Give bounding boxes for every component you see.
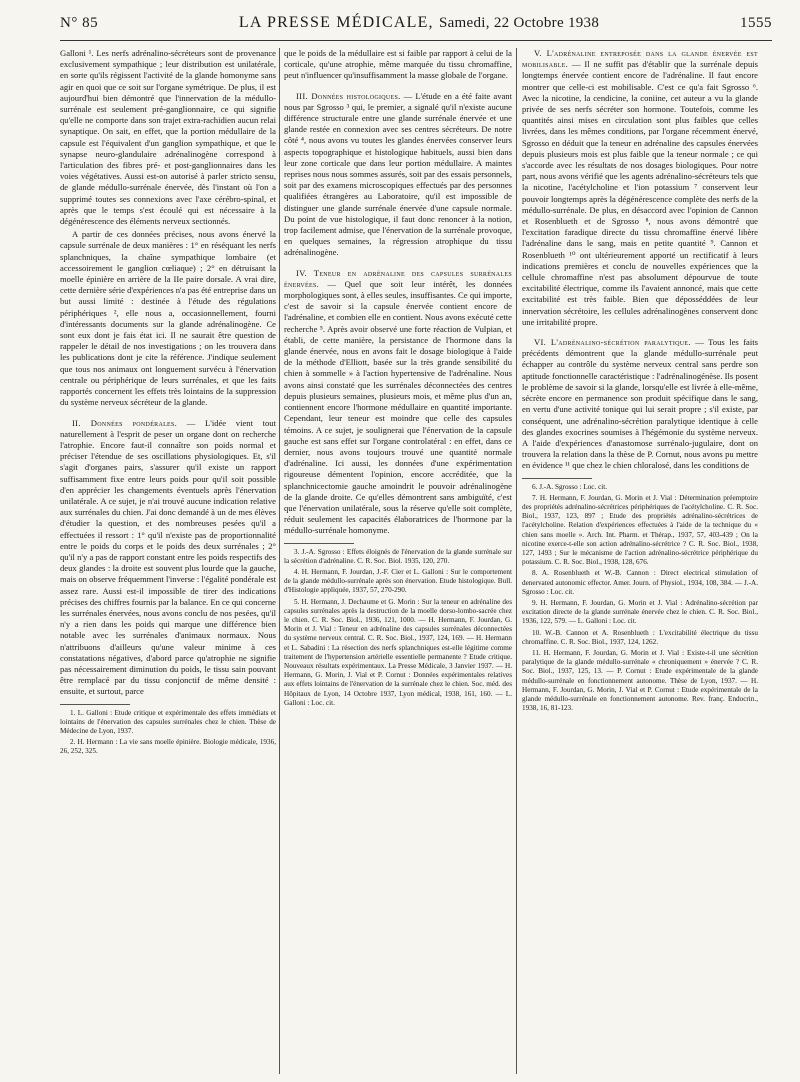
section-4 (284, 268, 512, 537)
section-3 (284, 91, 512, 259)
section-text: — Il ne suffit pas d'établir que la surrénale depuis longtemps énervée contient encore de l'adrénaline. Il faut encore montrer que celle-ci est mobilisable. C'est ce qu'a fait Sgrosso ⁶. Avec la nicotine, la cendicine, la coniine, cet auteur a vu la glande privée de ses nerfs sécréter son hormone. Toutefois, comme les quantités ainsi mises en circulation sont plus faibles que celles livrées, dans les mêmes conditions, par l'organe récemment énervé, Sgrosso en déduit que la teneur en adrénaline des capsules énervées depuis plusieurs mois est plus faible que la teneur normale ; ce qui s'accorde avec les résultats de nos dosages biologiques. Pour notre part, nous avons vérifié que les agents adrénalino-sécréteurs tels que la nicotine, l'acétylcholine et l'ion potassium ⁷ conservent leur pouvoir longtemps après la dégénérescence complète des nerfs de la médullo-surrénale. De plus, en désaccord avec l'opinion de Cannon et Rosenblueth et de Sgrosso ⁸, nous avons démontré que l'excitation faradique directe du tissu chromaffine énervé libère l'adrénaline dans le sang, mais en petite quantité ⁹. Cannon et Rosenblueth ¹⁰ ont ultérieurement apporté un rectificatif à leurs indications premières et conclu de nouvelles expériences que la cellule chromaffine n'est pas absolument dépourvue de toute excitabilité électrique, comme ils l'avaient annoncé, mais que cette excitabilité est très faible. Bien que déposséddées de leur innervation sécrétoire, les cellules adrénalinogènes conservent donc une irritabilité propre. (522, 59, 758, 327)
footnote-separator (284, 543, 354, 544)
column-left (60, 48, 276, 1074)
column-divider (516, 48, 517, 1074)
footnote: 11. H. Hermann, F. Jourdan, G. Morin et J. Vial : Existe-t-il une sécrétion paralytique de la glande médullo-surrénale « chroniquement » énervée ? C. R. Soc. Biol., 1937, 125, 13. — P. Cornut : Etude expérimentale de la glande médullo-surrénale en fonctionnement autonome. Thèse de Lyon, 1937. — H. Hermann, F. Jourdan, G. Morin, J. Vial et P. Cornut : Etude expérimentale de la glande médullo-surrénale en fonctionnement autonome. Rev. franç. Endocrin., 1938, 16, 81-123. (522, 648, 758, 713)
footnote: 7. H. Hermann, F. Jourdan, G. Morin et J. Vial : Détermination préemptoire des propriétés adrénalino-sécrétrices périphériques de l'acétylcholine. C. R. Soc. Biol., 1937, 123, 897 ; Etude des propriétés adrénalino-sécrétrices de l'acétylcholine. Relation d'expériences effectuées à l'aide de la technique du « chien sans moelle ». Arch. Int. Pharm. et Thérap., 1937, 57, 403-439 ; On la nicotine exerce-t-elle son action adrénalino-sécrétrice ? C. R. Soc. Biol., 1938, 127, 1493 ; Sur le mécanisme de l'action adrénalino-sécrétrice périphérique du potassium. C. R. Soc. Biol., 1938, 128, 676. (522, 493, 758, 567)
column-middle (284, 48, 512, 1074)
page-header (60, 14, 772, 41)
section-text: — Tous les faits précédents démontrent que la glande médullo-surrénale peut échapper au contrôle du système nerveux central sans perdre son aptitude fonctionnelle caractéristique : l'adrénalinogénèse. Ils posent le problème de savoir si la glande, lorsqu'elle est livrée à elle-même, sécrète encore en permanence son produit spécifique dans le sang, en vertu d'une activité tonique qui lui serait propre ; s'il existe, par conséquent, une adrénalino-sécrétion paralytique identique à celle des glandes exocrines soumises à l'hégémonie du système nerveux. A l'aide d'expériences d'anastomose surrénalo-jugulaire, dont on trouvera la relation dans la thèse de P. Cornut, nous avons pu mettre en évidence ¹¹ que chez le chien chloralosé, dans les conditions de (522, 337, 758, 471)
page-number: 1555 (739, 15, 772, 31)
body-paragraph: Galloni ¹. Les nerfs adrénalino-sécréteurs sont de provenance exclusivement sympathique ; leur distribution est unilatérale, en sorte qu'ils régissent l'activité de la glande homonyme sans agir en quoi que ce soit sur l'organe symétrique. De plus, il est aujourd'hui bien démontré que l'innervation de la médullo-surrénale est seulement pré-ganglionnaire, ce qui signifie qu'elle ne comporte dans son trajet extra-rachidien aucun relai synaptique. On sait, en effet, que la portion médullaire de la capsule est l'équivalent d'un ganglion sympathique, et que le synapse neuro-glandulaire adrénalinogène correspond à l'articulation des fibres pré- et post-ganglionnaires dans les voies végétatives. Aussi est-on autorisé à parler stricto sensu, de glande médullo-surrénale énervée, dès l'instant où l'on a supprimé toutes ses connexions avec l'axe cérébro-spinal, et après que le temps s'est écoulé qui est nécessaire à la dégénérescence des éléments nerveux sectionnés. (60, 48, 276, 227)
footnote-separator (60, 704, 130, 705)
section-title: IV. Teneur en adrénaline des capsules surrénales énervées. (284, 267, 512, 289)
section-2 (60, 418, 276, 698)
section-text: — L'idée vient tout naturellement à l'esprit de peser un organe dont on recherche l'atrophie. Encore faut-il connaître son poids normal et préciser l'étendue de ses oscillations physiologiques. Et, s'il s'agit d'organes pairs, s'assurer qu'il existe un rapport suffisamment fixe entre leurs poids pour qu'il soit possible d'en apprécier les changements éventuels après l'énervation unilatérale. A ce sujet, je n'ai trouvé aucune indication relative aux surrénales du chien. J'ai donc demandé à un de mes élèves d'étudier la question, et des nombreuses pesées qu'il a effectuées il ressort : 1° qu'il n'existe pas de proportionnalité entre le poids du corps et le poids des deux surrénales ; 2° qu'il n'y a pas de rapport constant entre les poids respectifs des deux glandes : la droite est souvent plus lourde que la gauche, mais on observe fréquemment l'inverse : l'égalité pondérale est assez rare. Aussi est-il impossible de tirer des indications précises des chiffres fournis par la balance. En ce qui concerne les surrénales énervées, nous avons conclu de nos pesées, qu'il n'y a rien dans les poids qui marque une différence bien notable avec les surrénales d'animaux normaux. Nous n'attribuons d'ailleurs qu'une valeur minime à ces constatations négatives, d'abord parce qu'atrophie ne signifie pas nécessairement diminution du poids, le tissu sain pouvant être remplacé par du tissu conjonctif de même densité : ensuite, et surtout, parce (60, 417, 276, 697)
footnote: 10. W.-B. Cannon et A. Rosenblueth : L'excitabilité électrique du tissu chromaffine. C. R. Soc. Biol., 1937, 124, 1262. (522, 628, 758, 646)
section-title: II. Données pondérales. (72, 417, 178, 428)
journal-title-line (239, 14, 599, 32)
body-paragraph: A partir de ces données précises, nous avons énervé la capsule surrénale de deux manières : 1° en réséquant les nerfs splanchniques, la chaîne sympathique lombaire (et accessoirement le ganglion cœliaque) ; 2° en détruisant la moelle épinière en arrière de la IIe paire dorsale. A vrai dire, cette dernière série d'expériences n'a pas été entreprise dans un but aussi limité : destinée à l'étude des régulations périphériques ², elle nous a, occasionnellement, fourni d'intéressants documents sur la glande adrénalinogène. Ce sont eux dont je fais état ici. Il ne saurait être question de rappeler le détail de nos investigations ; on les trouvera dans les publications dont je cite la référence. J'indique seulement que tous nos animaux ont longuement survécu à l'énervation centrale ou périphérique de leurs surrénales, et que les faits rapportés concernent les effets très lointains de la suppression du système nerveux sécréteur de la glande. (60, 229, 276, 408)
section-text: — Quel que soit leur intérêt, les données morphologiques sont, à elles seules, insuffisantes. Ce qui importe, c'est de savoir si la capsule énervée contient encore de l'adrénaline, et combien elle en contient. Nous avons exécuté cette recherche ⁵. Après avoir observé une forte réaction de Vulpian, et établi, de cette manière, la persistance de l'hormone dans la glande énervée, nous en avons fait le dosage biologique à l'aide de la méthode d'Elliott, basée sur la très grande sensibilité du chien à sommelle » à l'action hypertensive de l'adrénaline. Nous avons ainsi constaté que les surrénales déconnectées des centres depuis plusieurs semaines, plusieurs mois, et même plus d'un an, contiennent encore l'hormone médullaire en quantité importante. Cependant, leur teneur est moindre que celle des capsules témoins. A ce sujet, je soulignerai que l'énervation de la capsule gauche est sans effet sur l'organe controlatéral : en effet, dans ce dernier, nous avons toujours trouvé une quantité normale d'adrénaline. Ici aussi, les données d'une expérimentation rigoureuse démentent l'opinion, encore accréditée, que la splanchnicectomie gauche amoindrit le pouvoir adrénalinogène de la glande droite. Ce qu'elles démontrent sans ambiguïté, c'est que l'énervation unilatérale, sous la réserve qu'elle soit complète, réduit seulement les capacités élaboratrices de l'hormone par la médullo-surrénale homonyme. (284, 278, 512, 536)
footnote: 2. H. Hermann : La vie sans moelle épinière. Biologie médicale, 1936, 26, 252, 325. (60, 738, 276, 756)
section-5 (522, 48, 758, 328)
section-text: — L'étude en a été faite avant nous par Sgrosso ³ qui, le premier, a signalé qu'il n'existe aucune différence structurale entre une glande surrénale énervée et une glande restée en connexion avec ses centres sécréteurs. De notre côté ⁴, nous avons vu toutes les glandes énervées conserver leurs aspects topographique et histologique habituels, aussi bien dans leur zone corticale que dans leur portion médullaire. A maintes reprises nous nous sommes assurés, soit par des essais personnels, soit par des examens microscopiques effectués par des personnes qualifiées étrangères au Laboratoire, qu'il est impossible de distinguer une glande surrénale énervée d'une capsule normale. Du point de vue histologique, il faut donc renoncer à la notion, trop facilement admise, que l'énervation de la surrénale provoque, en quelques semaines, la régression atrophique du tissu adrénalinogène. (284, 90, 512, 258)
section-title: VI. L'adrénalino-sécrétion paralytique. (534, 337, 691, 348)
footnote-separator (522, 478, 592, 479)
footnote: 3. J.-A. Sgrosso : Effets éloignés de l'énervation de la glande surrénale sur la sécrétion d'adrénaline. C. R. Soc. Biol. 1935, 120, 270. (284, 547, 512, 565)
footnote: 4. H. Hermann, F. Jourdan, J.-F. Cier et L. Galloni : Sur le comportement de la glande médullo-surrénale après son énervation. Etude histologique. Bull. d'Histologie appliquée, 1937, 57, 270-290. (284, 567, 512, 595)
section-title: V. L'adrénaline entreposée dans la glande énervée est mobilisable. (522, 48, 758, 70)
footnote: 1. L. Galloni : Etude critique et expérimentale des effets immédiats et lointains de l'énervation des capsules surrénales chez le chien. Thèse de Médecine de Lyon, 1937. (60, 708, 276, 735)
journal-title: LA PRESSE MÉDICALE, (238, 14, 434, 31)
issue-date: Samedi, 22 Octobre 1938 (438, 15, 600, 31)
section-6 (522, 337, 758, 471)
column-divider (279, 48, 280, 1074)
section-title: III. Données histologiques. (296, 90, 401, 101)
footnote: 8. A. Rosenblueth et W.-B. Cannon : Direct electrical stimulation of denervated autonomic effector. Amer. Journ. of Physiol., 1934, 108, 384. — J.-A. Sgrosso : Loc. cit. (522, 569, 758, 596)
column-right (522, 48, 758, 1074)
footnote: 6. J.-A. Sgrosso : Loc. cit. (532, 482, 608, 491)
footnote: 9. H. Hermann, F. Jourdan, G. Morin et J. Vial : Adrénalino-sécrétion par excitation directe de la glande surrénale énervée chez le chien. C. R. Soc. Biol., 1936, 122, 579. — L. Galloni : Loc. cit. (522, 598, 758, 626)
body-paragraph: que le poids de la médullaire est si faible par rapport à celui de la corticale, qu'une atrophie, même marquée du tissu chromaffine, peut n'influencer qu'insuffisamment la masse globale de l'organe. (284, 48, 512, 81)
footnote: 5. H. Hermann, J. Dechaume et G. Morin : Sur la teneur en adrénaline des capsules surrénales après la destruction de la moelle dorso-lombo-sacrée chez le chien. C. R. Soc. Biol., 1936, 121, 1000. — H. Hermann, F. Jourdan, G. Morin et J. Vial : Teneur en adrénaline des capsules surrénales déconnectées du système nerveux central. C. R. Soc. Biol., 1937, 124, 169. — H. Hermann et L. Sabadini : La résection des nerfs splanchniques est-elle légitime comme traitement de l'hypertension artérielle essentielle permanente ? Etude critique. Nouveaux résultats expérimentaux. La Presse Médicale, 3 Janvier 1937. — H. Hermann, G. Morin, J. Vial et P. Cornut : Données expérimentales relatives aux effets lointains de l'énervation de la surrénale chez le chien. Soc. méd. des Hôpitaux de Lyon, 14 Octobre 1937, Lyon médical, 1938, 161, 160. — L. Galloni : Loc. cit. (284, 597, 512, 707)
issue-number: N° 85 (60, 15, 99, 31)
